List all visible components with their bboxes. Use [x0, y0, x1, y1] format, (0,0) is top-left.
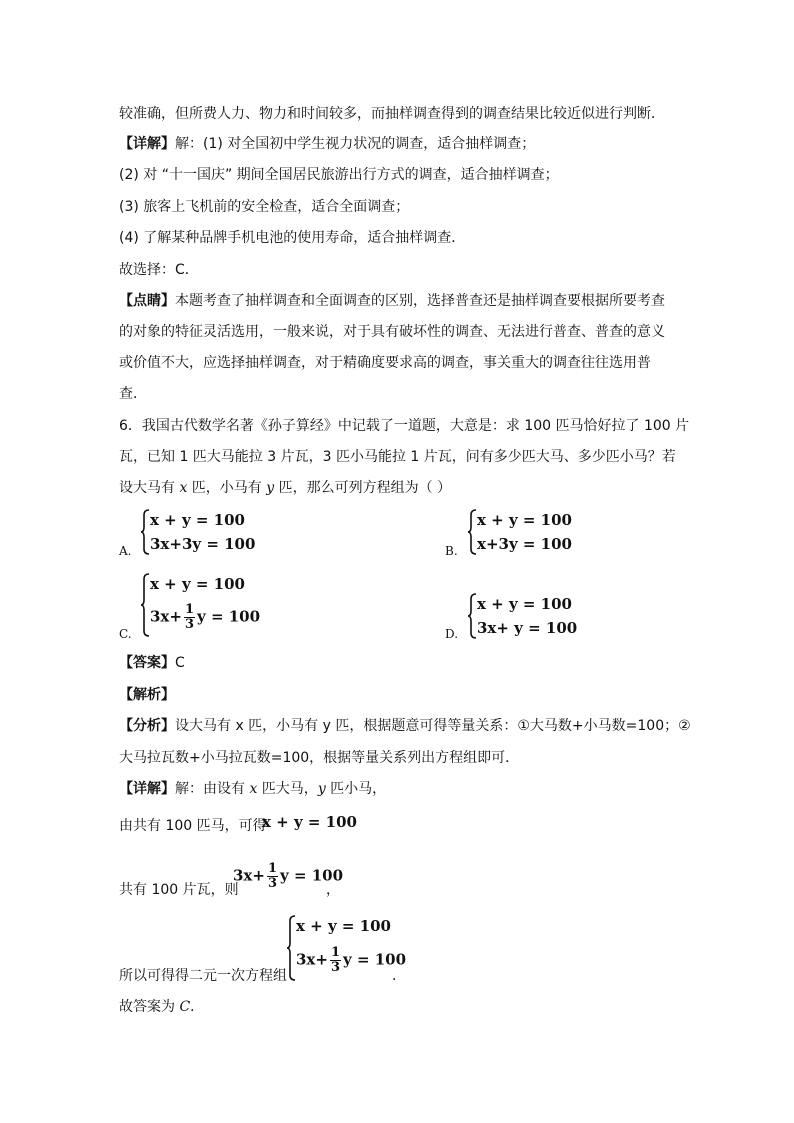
variable-x: x: [179, 480, 188, 496]
tip-line: [119, 291, 665, 311]
answer-value: C: [179, 999, 191, 1015]
fraction: [267, 862, 278, 891]
option-label: D.: [445, 627, 459, 641]
denominator: 3: [184, 617, 194, 632]
paragraph-line: 的对象的特征灵活选用，一般来说，对于具有破坏性的调查、无法进行普查、普查的意义: [119, 324, 665, 340]
denominator: 3: [267, 876, 277, 891]
paragraph-text: 设大马有 x 匹，小马有 y 匹，根据题意可得等量关系：①大马数+小马数=100；②: [175, 718, 691, 734]
equation: x + y = 100: [262, 813, 357, 831]
variable-x: x: [249, 781, 258, 797]
question-line: 瓦，已知 1 匹大马能拉 3 片瓦，3 匹小马能拉 1 片瓦，问有多少匹大马、多少匹小马？若: [119, 449, 676, 465]
paragraph-text: 本题考查了抽样调查和全面调查的区别，选择普查还是抽样调查要根据所要考查: [175, 293, 665, 309]
paragraph-text: 解：由设有: [175, 781, 250, 797]
equation: x+3y = 100: [477, 535, 572, 553]
equation: [296, 946, 406, 975]
section-tag: 【解析】: [119, 687, 175, 703]
equation: [150, 603, 260, 632]
numerator: 1: [184, 602, 194, 617]
numerator: 1: [267, 861, 277, 876]
question-text: 匹，小马有: [187, 480, 267, 496]
punctuation: ，: [326, 882, 340, 898]
option-label: C.: [119, 627, 132, 641]
equation-part: 3x+: [296, 950, 328, 969]
equation: x + y = 100: [296, 917, 391, 935]
question-line: 6．我国古代数学名著《孙子算经》中记载了一道题，大意是：求 100 匹马恰好拉了 100 片: [119, 418, 690, 434]
section-tag: 【分析】: [119, 718, 175, 734]
paragraph-text: 解：(1) 对全国初中学生视力状况的调查，适合抽样调查；: [175, 136, 536, 152]
analysis-line: [119, 716, 691, 736]
question-line: [119, 478, 451, 498]
conclusion-line: [119, 997, 204, 1017]
solution-line: 共有 100 片瓦，则: [119, 882, 239, 898]
variable-y: y: [266, 480, 275, 496]
equation: x + y = 100: [477, 595, 572, 613]
paragraph-text: 故答案为: [119, 999, 180, 1015]
section-tag: 【详解】: [119, 136, 175, 152]
punctuation: ．: [392, 968, 406, 984]
equation-part: 3x+: [233, 866, 265, 885]
equation: x + y = 100: [150, 575, 245, 593]
paragraph-line: 查．: [119, 386, 147, 402]
paragraph-text: 匹大马，: [257, 781, 318, 797]
equation: 3x+3y = 100: [150, 535, 256, 553]
paragraph-line: 大马拉瓦数+小马拉瓦数=100，根据等量关系列出方程组即可．: [119, 750, 520, 766]
section-tag: 【答案】: [119, 655, 175, 671]
answer-value: C: [175, 655, 185, 671]
numerator: 1: [330, 945, 340, 960]
section-tag: 【详解】: [119, 781, 175, 797]
equation: x + y = 100: [150, 511, 245, 529]
solution-line: 由共有 100 匹马，可得: [119, 818, 267, 834]
question-text: 设大马有: [119, 480, 180, 496]
solution-line: 所以可得得二元一次方程组: [119, 968, 287, 984]
fraction: [184, 603, 195, 632]
punctuation: ．: [190, 999, 205, 1015]
option-label: B.: [445, 544, 458, 558]
equation-part: y = 100: [343, 950, 407, 969]
section-tag: 【点睛】: [119, 293, 175, 309]
paragraph-line: (4) 了解某种品牌手机电池的使用寿命，适合抽样调查．: [119, 230, 466, 246]
paragraph-line: 较准确，但所费人力、物力和时间较多，而抽样调查得到的调查结果比较近似进行判断．: [119, 106, 665, 122]
paragraph-line: (3) 旅客上飞机前的安全检查，适合全面调查；: [119, 199, 410, 215]
denominator: 3: [330, 960, 340, 975]
paragraph-text: 匹小马，: [325, 781, 387, 797]
paragraph-line: (2) 对 “十一国庆” 期间全国居民旅游出行方式的调查，适合抽样调查；: [119, 167, 559, 183]
paragraph-line: 或价值不大，应选择抽样调查，对于精确度要求高的调查，事关重大的调查往往选用普: [119, 355, 651, 371]
detail-line: [119, 134, 535, 154]
option-label: A.: [119, 544, 132, 558]
equation-part: 3x+: [150, 607, 182, 626]
variable-y: y: [317, 781, 326, 797]
fraction: [330, 946, 341, 975]
solution-line: [119, 779, 386, 799]
equation-part: y = 100: [280, 866, 344, 885]
equation-part: y = 100: [197, 607, 261, 626]
equation: 3x+ y = 100: [477, 619, 578, 637]
paragraph-line: 故选择：C．: [119, 262, 199, 278]
answer-line: [119, 653, 185, 673]
equation: x + y = 100: [477, 511, 572, 529]
question-text: 匹，那么可列方程组为（ ）: [274, 480, 452, 496]
